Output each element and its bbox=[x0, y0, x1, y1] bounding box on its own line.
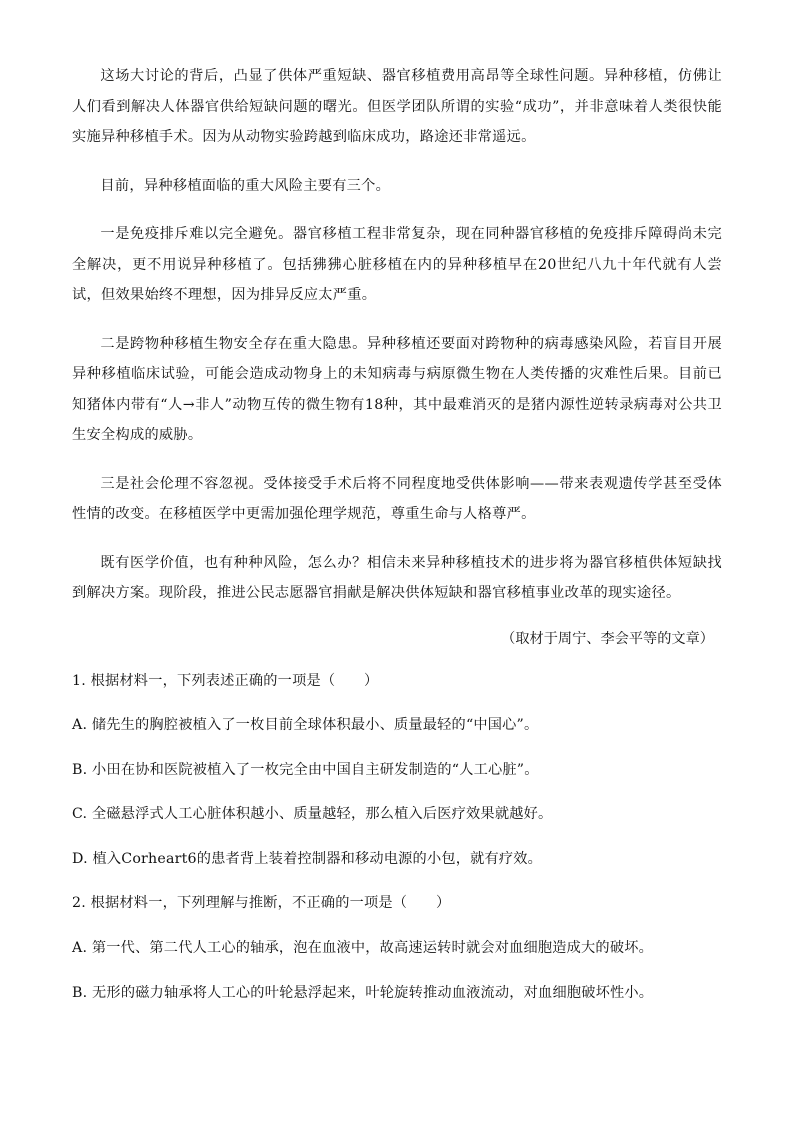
question-1-option-c: C. 全磁悬浮式人工心脏体积越小、质量越轻，那么植入后医疗效果就越好。 bbox=[72, 806, 553, 823]
passage-source: （取材于周宁、李会平等的文章） bbox=[501, 630, 714, 647]
passage-paragraph-3: 一是免疫排斥难以完全避免。器官移植工程非常复杂，现在同种器官移植的免疫排斥障碍尚未完全解决，更不用说异种移植了。包括狒狒心脏移植在内的异种移植早在20世纪八九十年代就有人尝试，但效果始终不理想，因为排异反应太严重。 bbox=[72, 226, 722, 303]
question-2-option-b: B. 无形的磁力轴承将人工心的叶轮悬浮起来，叶轮旋转推动血液流动，对血细胞破坏性小。 bbox=[72, 984, 654, 1001]
passage-paragraph-2: 目前，异种移植面临的重大风险主要有三个。 bbox=[100, 177, 391, 194]
question-1-option-d: D. 植入Corheart6的患者背上装着控制器和移动电源的小包，就有疗效。 bbox=[72, 850, 543, 867]
question-1-option-a: A. 储先生的胸腔被植入了一枚目前全球体积最小、质量最轻的“中国心”。 bbox=[72, 717, 539, 734]
question-1-stem: 1. 根据材料一，下列表述正确的一项是（ ） bbox=[72, 672, 379, 689]
passage-paragraph-1: 这场大讨论的背后，凸显了供体严重短缺、器官移植费用高昂等全球性问题。异种移植，仿佛让人们看到解决人体器官供给短缺问题的曙光。但医学团队所谓的实验“成功”，并非意味着人类很快能实施异种移植手术。因为从动物实验跨越到临床成功，路途还非常遥远。 bbox=[72, 68, 722, 145]
document-page bbox=[72, 61, 722, 1022]
question-1-option-b: B. 小田在协和医院被植入了一枚完全由中国自主研发制造的“人工心脏”。 bbox=[72, 761, 539, 778]
passage-paragraph-6: 既有医学价值，也有种种风险，怎么办？相信未来异种移植技术的进步将为器官移植供体短缺找到解决方案。现阶段，推进公民志愿器官捐献是解决供体短缺和器官移植事业改革的现实途径。 bbox=[72, 554, 722, 601]
question-2-stem: 2. 根据材料一，下列理解与推断，不正确的一项是（ ） bbox=[72, 895, 451, 912]
question-2-option-a: A. 第一代、第二代人工心的轴承，泡在血液中，故高速运转时就会对血细胞造成大的破坏。 bbox=[72, 940, 653, 957]
passage-paragraph-5: 三是社会伦理不容忽视。受体接受手术后将不同程度地受供体影响——带来表观遗传学甚至受体性情的改变。在移植医学中更需加强伦理学规范，尊重生命与人格尊严。 bbox=[72, 475, 722, 522]
passage-paragraph-4: 二是跨物种移植生物安全存在重大隐患。异种移植还要面对跨物种的病毒感染风险，若盲目开展异种移植临床试验，可能会造成动物身上的未知病毒与病原微生物在人类传播的灾难性后果。目前已知猪体内带有“人→非人”动物互传的微生物有18种，其中最难消灭的是猪内源性逆转录病毒对公共卫生安全构成的威胁。 bbox=[72, 335, 722, 443]
